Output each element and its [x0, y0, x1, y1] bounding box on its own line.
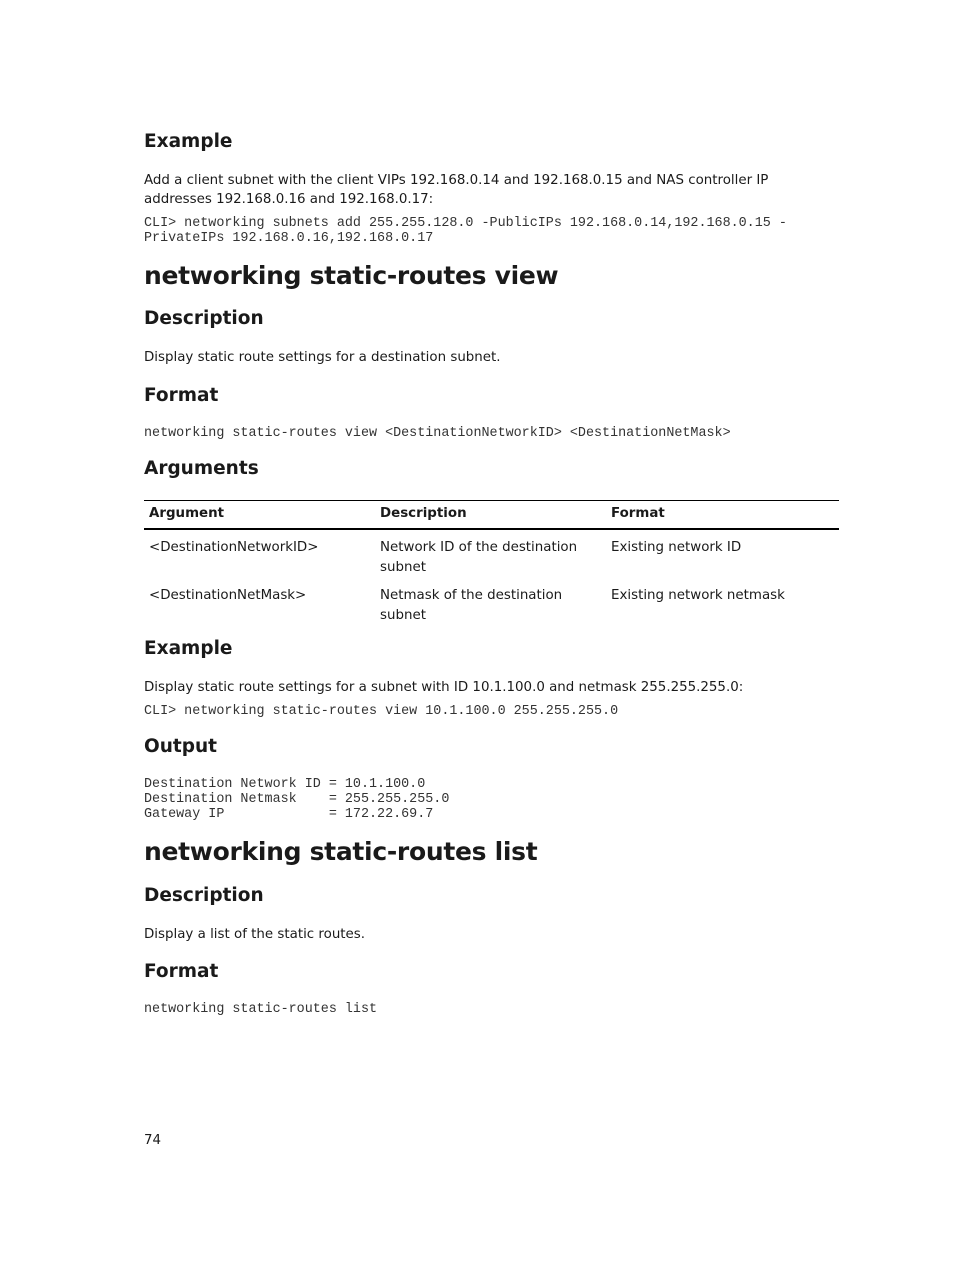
- description-text: Display static route settings for a destination subnet.: [144, 350, 501, 365]
- format-heading: Format: [144, 385, 219, 406]
- format-code: networking static-routes list: [144, 1002, 378, 1017]
- table-header-row: [144, 501, 839, 530]
- format-heading: Format: [144, 961, 219, 982]
- code-line: Gateway IP = 172.22.69.7: [144, 807, 434, 822]
- description-heading: Description: [144, 308, 264, 329]
- example-text: Display static route settings for a subnet with ID 10.1.100.0 and netmask 255.255.255.0:: [144, 680, 744, 695]
- arguments-heading: Arguments: [144, 458, 259, 479]
- page-number: 74: [144, 1133, 162, 1148]
- table-header-format: Format: [606, 501, 839, 530]
- code-line: Destination Netmask = 255.255.255.0: [144, 792, 450, 807]
- code-line: Destination Network ID = 10.1.100.0: [144, 777, 426, 792]
- section-title-list: networking static-routes list: [144, 837, 538, 866]
- format-code: networking static-routes view <DestinationNetworkID> <DestinationNetMask>: [144, 426, 731, 441]
- example-heading: Example: [144, 638, 233, 659]
- section-title-view: networking static-routes view: [144, 261, 559, 290]
- table-cell: <DestinationNetMask>: [149, 588, 307, 603]
- table-row: [144, 578, 839, 626]
- description-heading: Description: [144, 885, 264, 906]
- description-text: Display a list of the static routes.: [144, 927, 366, 942]
- table-row: [144, 529, 839, 578]
- table-header-argument: Argument: [144, 501, 375, 530]
- table-cell: Existing network ID: [611, 540, 742, 555]
- table-cell: <DestinationNetworkID>: [149, 540, 319, 555]
- table-header-description: Description: [375, 501, 606, 530]
- output-heading: Output: [144, 736, 217, 757]
- table-cell: Network ID of the destination subnet: [380, 540, 578, 575]
- table-cell: Netmask of the destination subnet: [380, 588, 563, 623]
- table-cell: Existing network netmask: [611, 588, 785, 603]
- example-text: Add a client subnet with the client VIPs 192.168.0.14 and 192.168.0.15 and NAS controller IP addresses 192.168.0.16 and 192.168.0.17:: [144, 173, 769, 207]
- arguments-table: [144, 500, 839, 626]
- example-code: CLI> networking static-routes view 10.1.100.0 255.255.255.0: [144, 704, 619, 719]
- code-line: PrivateIPs 192.168.0.16,192.168.0.17: [144, 231, 434, 246]
- example-code: [144, 216, 787, 246]
- code-line: CLI> networking subnets add 255.255.128.0 -PublicIPs 192.168.0.14,192.168.0.15 -: [144, 216, 787, 231]
- output-code: [144, 777, 449, 822]
- example-heading: Example: [144, 131, 233, 152]
